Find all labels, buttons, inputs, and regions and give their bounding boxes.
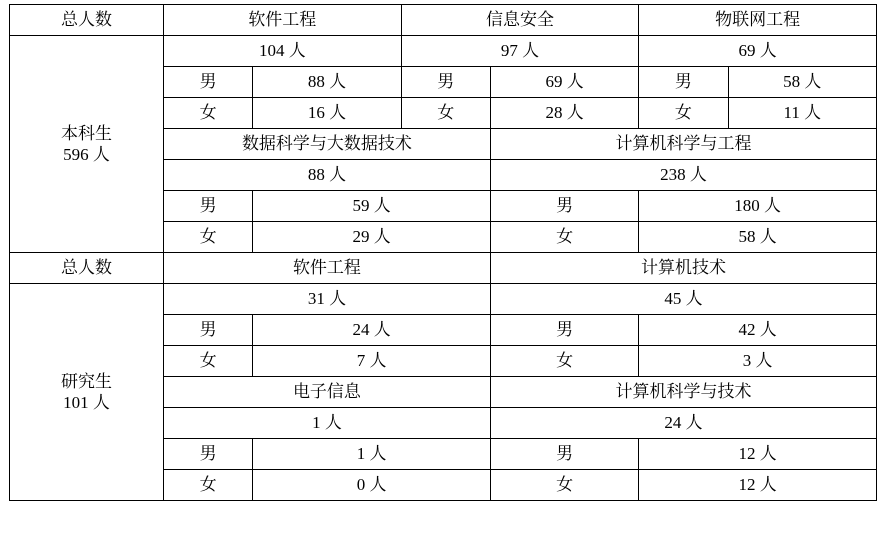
label-female-is-ug: 女	[401, 98, 490, 129]
count-iot-engineering-ug: 69 人	[639, 36, 877, 67]
header-total-count-2: 总人数	[10, 253, 164, 284]
male-count-software-engineering-ug: 88 人	[253, 67, 401, 98]
header-total-count-1: 总人数	[10, 5, 164, 36]
label-female-ei-grad: 女	[163, 470, 252, 501]
male-count-iot-engineering-ug: 58 人	[728, 67, 876, 98]
male-count-computer-science-engineering-ug: 180 人	[639, 191, 877, 222]
major-name-computer-technology-grad: 计算机技术	[490, 253, 876, 284]
female-count-data-science-ug: 29 人	[253, 222, 491, 253]
label-male-se-grad: 男	[163, 315, 252, 346]
table-row	[10, 253, 877, 284]
group-undergraduate-count: 596 人	[63, 145, 110, 164]
female-count-software-engineering-grad: 7 人	[253, 346, 491, 377]
label-female-ct-grad: 女	[490, 346, 638, 377]
count-software-engineering-grad: 31 人	[163, 284, 490, 315]
label-male-ds-ug: 男	[163, 191, 252, 222]
table-row	[10, 5, 877, 36]
label-female-cse-ug: 女	[490, 222, 638, 253]
female-count-software-engineering-ug: 16 人	[253, 98, 401, 129]
enrollment-statistics-table	[9, 4, 877, 501]
female-count-computer-technology-grad: 3 人	[639, 346, 877, 377]
count-electronic-information-grad: 1 人	[163, 408, 490, 439]
table-row	[10, 36, 877, 67]
label-female-cst-grad: 女	[490, 470, 638, 501]
count-information-security-ug: 97 人	[401, 36, 639, 67]
male-count-electronic-information-grad: 1 人	[253, 439, 491, 470]
group-graduate	[10, 284, 164, 501]
statistics-sheet	[0, 4, 886, 555]
male-count-computer-technology-grad: 42 人	[639, 315, 877, 346]
table-row	[10, 284, 877, 315]
major-name-electronic-information-grad: 电子信息	[163, 377, 490, 408]
label-female-iot-ug: 女	[639, 98, 728, 129]
male-count-software-engineering-grad: 24 人	[253, 315, 491, 346]
count-computer-science-technology-grad: 24 人	[490, 408, 876, 439]
group-undergraduate-name: 本科生	[60, 123, 112, 143]
label-male-ei-grad: 男	[163, 439, 252, 470]
count-data-science-ug: 88 人	[163, 160, 490, 191]
count-computer-technology-grad: 45 人	[490, 284, 876, 315]
label-male-cst-grad: 男	[490, 439, 638, 470]
label-male-iot-ug: 男	[639, 67, 728, 98]
label-male-se-ug: 男	[163, 67, 252, 98]
female-count-information-security-ug: 28 人	[490, 98, 638, 129]
male-count-computer-science-technology-grad: 12 人	[639, 439, 877, 470]
group-graduate-count: 101 人	[63, 393, 110, 412]
label-female-se-grad: 女	[163, 346, 252, 377]
female-count-iot-engineering-ug: 11 人	[728, 98, 876, 129]
major-name-computer-science-technology-grad: 计算机科学与技术	[490, 377, 876, 408]
label-female-se-ug: 女	[163, 98, 252, 129]
count-software-engineering-ug: 104 人	[163, 36, 401, 67]
label-male-is-ug: 男	[401, 67, 490, 98]
group-graduate-name: 研究生	[60, 371, 112, 391]
major-name-software-engineering-ug: 软件工程	[163, 5, 401, 36]
major-name-information-security-ug: 信息安全	[401, 5, 639, 36]
major-name-software-engineering-grad: 软件工程	[163, 253, 490, 284]
female-count-computer-science-technology-grad: 12 人	[639, 470, 877, 501]
group-undergraduate	[10, 36, 164, 253]
label-female-ds-ug: 女	[163, 222, 252, 253]
male-count-data-science-ug: 59 人	[253, 191, 491, 222]
female-count-computer-science-engineering-ug: 58 人	[639, 222, 877, 253]
major-name-iot-engineering-ug: 物联网工程	[639, 5, 877, 36]
label-male-cse-ug: 男	[490, 191, 638, 222]
major-name-data-science-ug: 数据科学与大数据技术	[163, 129, 490, 160]
major-name-computer-science-engineering-ug: 计算机科学与工程	[490, 129, 876, 160]
label-male-ct-grad: 男	[490, 315, 638, 346]
female-count-electronic-information-grad: 0 人	[253, 470, 491, 501]
count-computer-science-engineering-ug: 238 人	[490, 160, 876, 191]
male-count-information-security-ug: 69 人	[490, 67, 638, 98]
